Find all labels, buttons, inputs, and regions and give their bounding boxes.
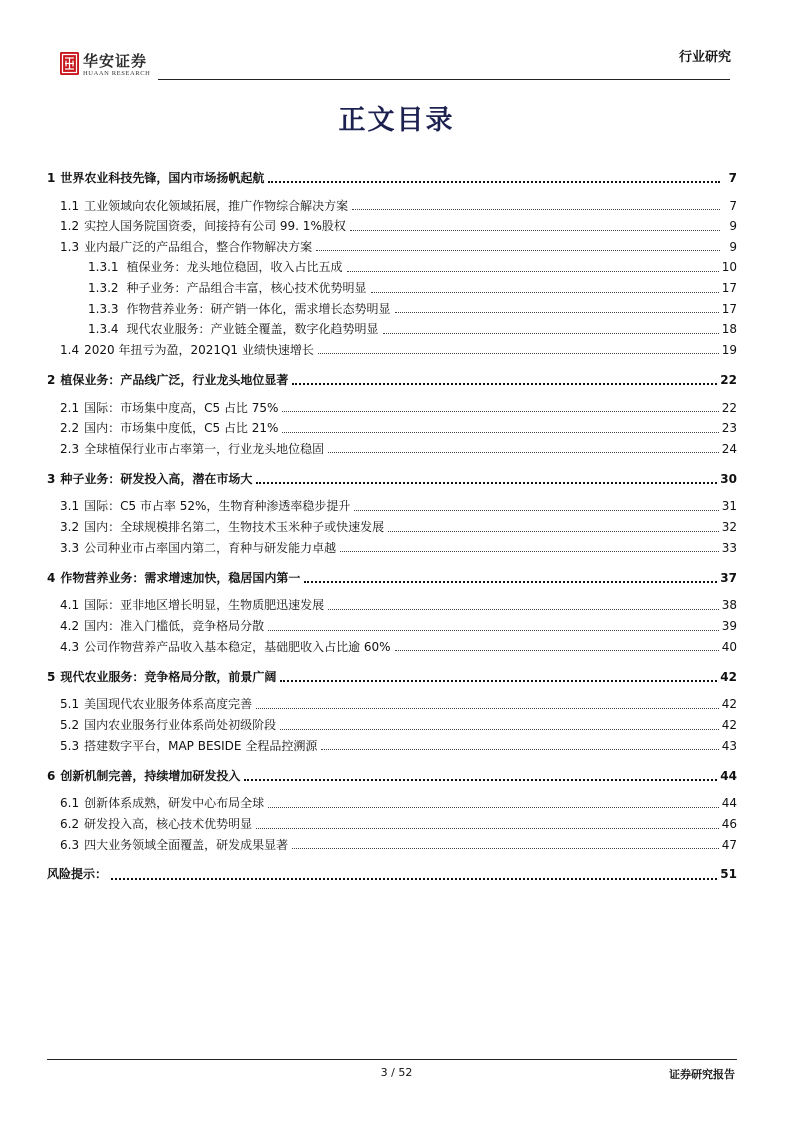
toc-entry-title: 四大业务领域全面覆盖，研发成果显著 <box>84 837 289 852</box>
toc-entry-number: 5.3 <box>60 738 80 753</box>
toc-leader <box>256 828 719 829</box>
toc-entry-title: 美国现代农业服务体系高度完善 <box>84 697 253 712</box>
toc-entry[interactable] <box>47 398 737 419</box>
toc-entry-number: 6 <box>47 768 56 783</box>
toc-leader <box>292 383 717 385</box>
toc-entry[interactable] <box>47 814 737 835</box>
toc-page-number: 37 <box>720 570 737 585</box>
toc-entry-title: 国际：亚非地区增长明显，生物质肥迅速发展 <box>84 598 325 613</box>
toc-entry-number: 4.3 <box>60 639 80 654</box>
toc-entry[interactable] <box>47 736 737 757</box>
toc-leader <box>244 779 717 781</box>
toc-page-number: 47 <box>721 837 737 852</box>
toc-page-number: 17 <box>721 301 737 316</box>
brand-subtitle: HUAAN RESEARCH <box>83 70 151 77</box>
toc-page-number: 46 <box>721 816 737 831</box>
header-divider <box>158 79 730 80</box>
toc-entry-number: 2.1 <box>60 400 80 415</box>
toc-entry-number: 1.3.1 <box>88 260 119 275</box>
toc-entry[interactable] <box>47 568 737 589</box>
toc-entry-number: 4.2 <box>60 619 80 634</box>
toc-entry-number: 1.3.3 <box>88 301 119 316</box>
toc-entry-title: 研发投入高，核心技术优势明显 <box>84 816 253 831</box>
toc-entry-number: 3 <box>47 471 56 486</box>
toc-leader <box>350 230 720 231</box>
toc-page-number: 9 <box>729 219 737 234</box>
toc-entry[interactable] <box>47 715 737 736</box>
toc-entry-title: 作物营养业务：需求增速加快，稳居国内第一 <box>60 570 301 585</box>
toc-entry-title: 公司种业市占率国内第二，育种与研发能力卓越 <box>84 540 337 555</box>
toc-page-number: 42 <box>721 697 737 712</box>
toc-leader <box>256 708 719 709</box>
toc-leader <box>328 452 719 453</box>
table-of-contents <box>47 158 737 892</box>
toc-entry-number: 1.3 <box>60 239 80 254</box>
toc-leader <box>280 680 717 682</box>
toc-entry[interactable] <box>47 216 737 237</box>
toc-entry-number: 3.1 <box>60 499 80 514</box>
toc-entry[interactable] <box>47 278 737 299</box>
toc-entry[interactable] <box>47 418 737 439</box>
toc-leader <box>304 581 717 583</box>
toc-entry-title: 国际：市场集中度高，C5 占比 75% <box>84 400 279 415</box>
toc-entry-number: 6.2 <box>60 816 80 831</box>
toc-entry[interactable] <box>47 766 737 787</box>
toc-entry-title: 国内农业服务行业体系尚处初级阶段 <box>84 718 277 733</box>
toc-page-number: 30 <box>720 471 737 486</box>
toc-entry-number: 6.3 <box>60 837 80 852</box>
toc-page-number: 38 <box>721 598 737 613</box>
toc-entry-title: 现代农业服务：产业链全覆盖，数字化趋势明显 <box>126 322 379 337</box>
toc-entry[interactable] <box>47 237 737 258</box>
toc-leader <box>282 411 718 412</box>
toc-page-number: 7 <box>729 198 737 213</box>
toc-entry[interactable] <box>47 637 737 658</box>
toc-leader <box>383 333 719 334</box>
toc-entry[interactable] <box>47 496 737 517</box>
page-indicator: 3 / 52 <box>380 1066 413 1079</box>
toc-page-number: 23 <box>721 421 737 436</box>
toc-entry[interactable] <box>47 469 737 490</box>
toc-entry[interactable] <box>47 370 737 391</box>
toc-entry-title: 现代农业服务：竞争格局分散，前景广阔 <box>60 669 277 684</box>
toc-entry-number: 1.2 <box>60 219 80 234</box>
toc-leader <box>318 353 719 354</box>
toc-page-number: 7 <box>728 170 737 185</box>
toc-page-number: 9 <box>729 239 737 254</box>
toc-page-number: 19 <box>721 342 737 357</box>
toc-page-number: 51 <box>720 867 737 882</box>
toc-entry[interactable] <box>47 168 737 189</box>
toc-leader <box>395 312 719 313</box>
toc-entry[interactable] <box>47 793 737 814</box>
toc-leader <box>268 807 719 808</box>
toc-leader <box>111 878 717 880</box>
report-category: 行业研究 <box>678 50 731 65</box>
toc-entry-title: 业内最广泛的产品组合，整合作物解决方案 <box>84 239 313 254</box>
toc-page-number: 43 <box>721 738 737 753</box>
toc-entry[interactable] <box>47 439 737 460</box>
toc-entry[interactable] <box>47 538 737 559</box>
toc-entry-title: 创新体系成熟，研发中心布局全球 <box>84 796 265 811</box>
toc-entry-number: 2.2 <box>60 421 80 436</box>
toc-page-number: 44 <box>721 796 737 811</box>
toc-entry-number: 1.4 <box>60 342 80 357</box>
toc-entry-title: 国内：全球规模排名第二，生物技术玉米种子或快速发展 <box>84 520 385 535</box>
toc-entry-title: 风险提示： <box>47 867 108 882</box>
toc-entry[interactable] <box>47 196 737 217</box>
toc-leader <box>316 250 720 251</box>
toc-entry-number: 3.2 <box>60 520 80 535</box>
toc-entry-number: 1.1 <box>60 198 80 213</box>
toc-entry-number: 5 <box>47 669 56 684</box>
toc-page-number: 40 <box>721 639 737 654</box>
toc-entry[interactable] <box>47 517 737 538</box>
toc-entry-number: 2.3 <box>60 441 80 456</box>
toc-page-number: 24 <box>721 441 737 456</box>
toc-page-number: 22 <box>721 400 737 415</box>
toc-entry[interactable] <box>47 864 737 885</box>
toc-leader <box>282 432 718 433</box>
toc-leader <box>354 510 718 511</box>
brand-name: 华安证券 <box>83 52 148 70</box>
toc-leader <box>268 181 720 183</box>
toc-entry[interactable] <box>47 319 737 340</box>
toc-entry-title: 种子业务：产品组合丰富，核心技术优势明显 <box>126 280 367 295</box>
toc-entry-title: 公司作物营养产品收入基本稳定，基础肥收入占比逾 60% <box>84 639 391 654</box>
toc-entry[interactable] <box>47 595 737 616</box>
toc-leader <box>256 482 717 484</box>
toc-leader <box>268 630 719 631</box>
toc-page-number: 32 <box>721 520 737 535</box>
toc-page-number: 10 <box>721 260 737 275</box>
toc-entry[interactable] <box>47 299 737 320</box>
toc-page-number: 17 <box>721 280 737 295</box>
toc-leader <box>395 650 719 651</box>
toc-entry-title: 作物营养业务：研产销一体化，需求增长态势明显 <box>126 301 391 316</box>
toc-leader <box>328 609 719 610</box>
toc-entry[interactable] <box>47 694 737 715</box>
toc-leader <box>321 749 718 750</box>
toc-entry-number: 1.3.4 <box>88 322 119 337</box>
toc-entry[interactable] <box>47 667 737 688</box>
toc-entry-number: 5.2 <box>60 718 80 733</box>
toc-page-number: 44 <box>720 768 737 783</box>
toc-leader <box>340 551 719 552</box>
toc-entry-title: 创新机制完善，持续增加研发投入 <box>60 768 241 783</box>
toc-leader <box>388 531 719 532</box>
toc-entry-title: 实控人国务院国资委，间接持有公司 99. 1%股权 <box>84 219 346 234</box>
page-title: 正文目录 <box>338 105 455 136</box>
toc-entry-title: 国际：C5 市占率 52%，生物育种渗透率稳步提升 <box>84 499 351 514</box>
toc-entry-title: 搭建数字平台，MAP BESIDE 全程品控溯源 <box>84 738 318 753</box>
toc-entry-number: 2 <box>47 372 56 387</box>
toc-entry-number: 6.1 <box>60 796 80 811</box>
toc-page-number: 18 <box>721 322 737 337</box>
toc-page-number: 42 <box>721 718 737 733</box>
toc-entry-number: 4.1 <box>60 598 80 613</box>
toc-entry-title: 植保业务：龙头地位稳固，收入占比五成 <box>126 260 343 275</box>
toc-leader <box>371 292 719 293</box>
toc-entry-title: 种子业务：研发投入高，潜在市场大 <box>60 471 253 486</box>
brand-seal-icon <box>60 52 79 75</box>
toc-leader <box>352 209 720 210</box>
toc-page-number: 39 <box>721 619 737 634</box>
toc-entry-title: 2020 年扭亏为盈，2021Q1 业绩快速增长 <box>84 342 314 357</box>
toc-entry-title: 国内：市场集中度低，C5 占比 21% <box>84 421 279 436</box>
toc-entry-number: 4 <box>47 570 56 585</box>
toc-entry-number: 1 <box>47 170 56 185</box>
toc-page-number: 42 <box>720 669 737 684</box>
toc-entry[interactable] <box>47 257 737 278</box>
toc-entry-number: 5.1 <box>60 697 80 712</box>
toc-entry[interactable] <box>47 835 737 856</box>
toc-entry-number: 1.3.2 <box>88 280 119 295</box>
toc-leader <box>280 729 719 730</box>
toc-entry[interactable] <box>47 340 737 361</box>
footer-divider <box>47 1059 737 1060</box>
toc-entry[interactable] <box>47 616 737 637</box>
report-type: 证券研究报告 <box>669 1068 735 1081</box>
toc-page-number: 22 <box>720 372 737 387</box>
toc-entry-title: 全球植保行业市占率第一，行业龙头地位稳固 <box>84 441 325 456</box>
toc-entry-title: 世界农业科技先锋，国内市场扬帆起航 <box>60 170 265 185</box>
toc-page-number: 31 <box>721 499 737 514</box>
toc-entry-number: 3.3 <box>60 540 80 555</box>
toc-entry-title: 国内：准入门槛低，竞争格局分散 <box>84 619 265 634</box>
toc-leader <box>292 848 719 849</box>
toc-leader <box>347 271 719 272</box>
toc-page-number: 33 <box>721 540 737 555</box>
toc-entry-title: 工业领域向农化领域拓展，推广作物综合解决方案 <box>84 198 349 213</box>
toc-entry-title: 植保业务：产品线广泛，行业龙头地位显著 <box>60 372 289 387</box>
